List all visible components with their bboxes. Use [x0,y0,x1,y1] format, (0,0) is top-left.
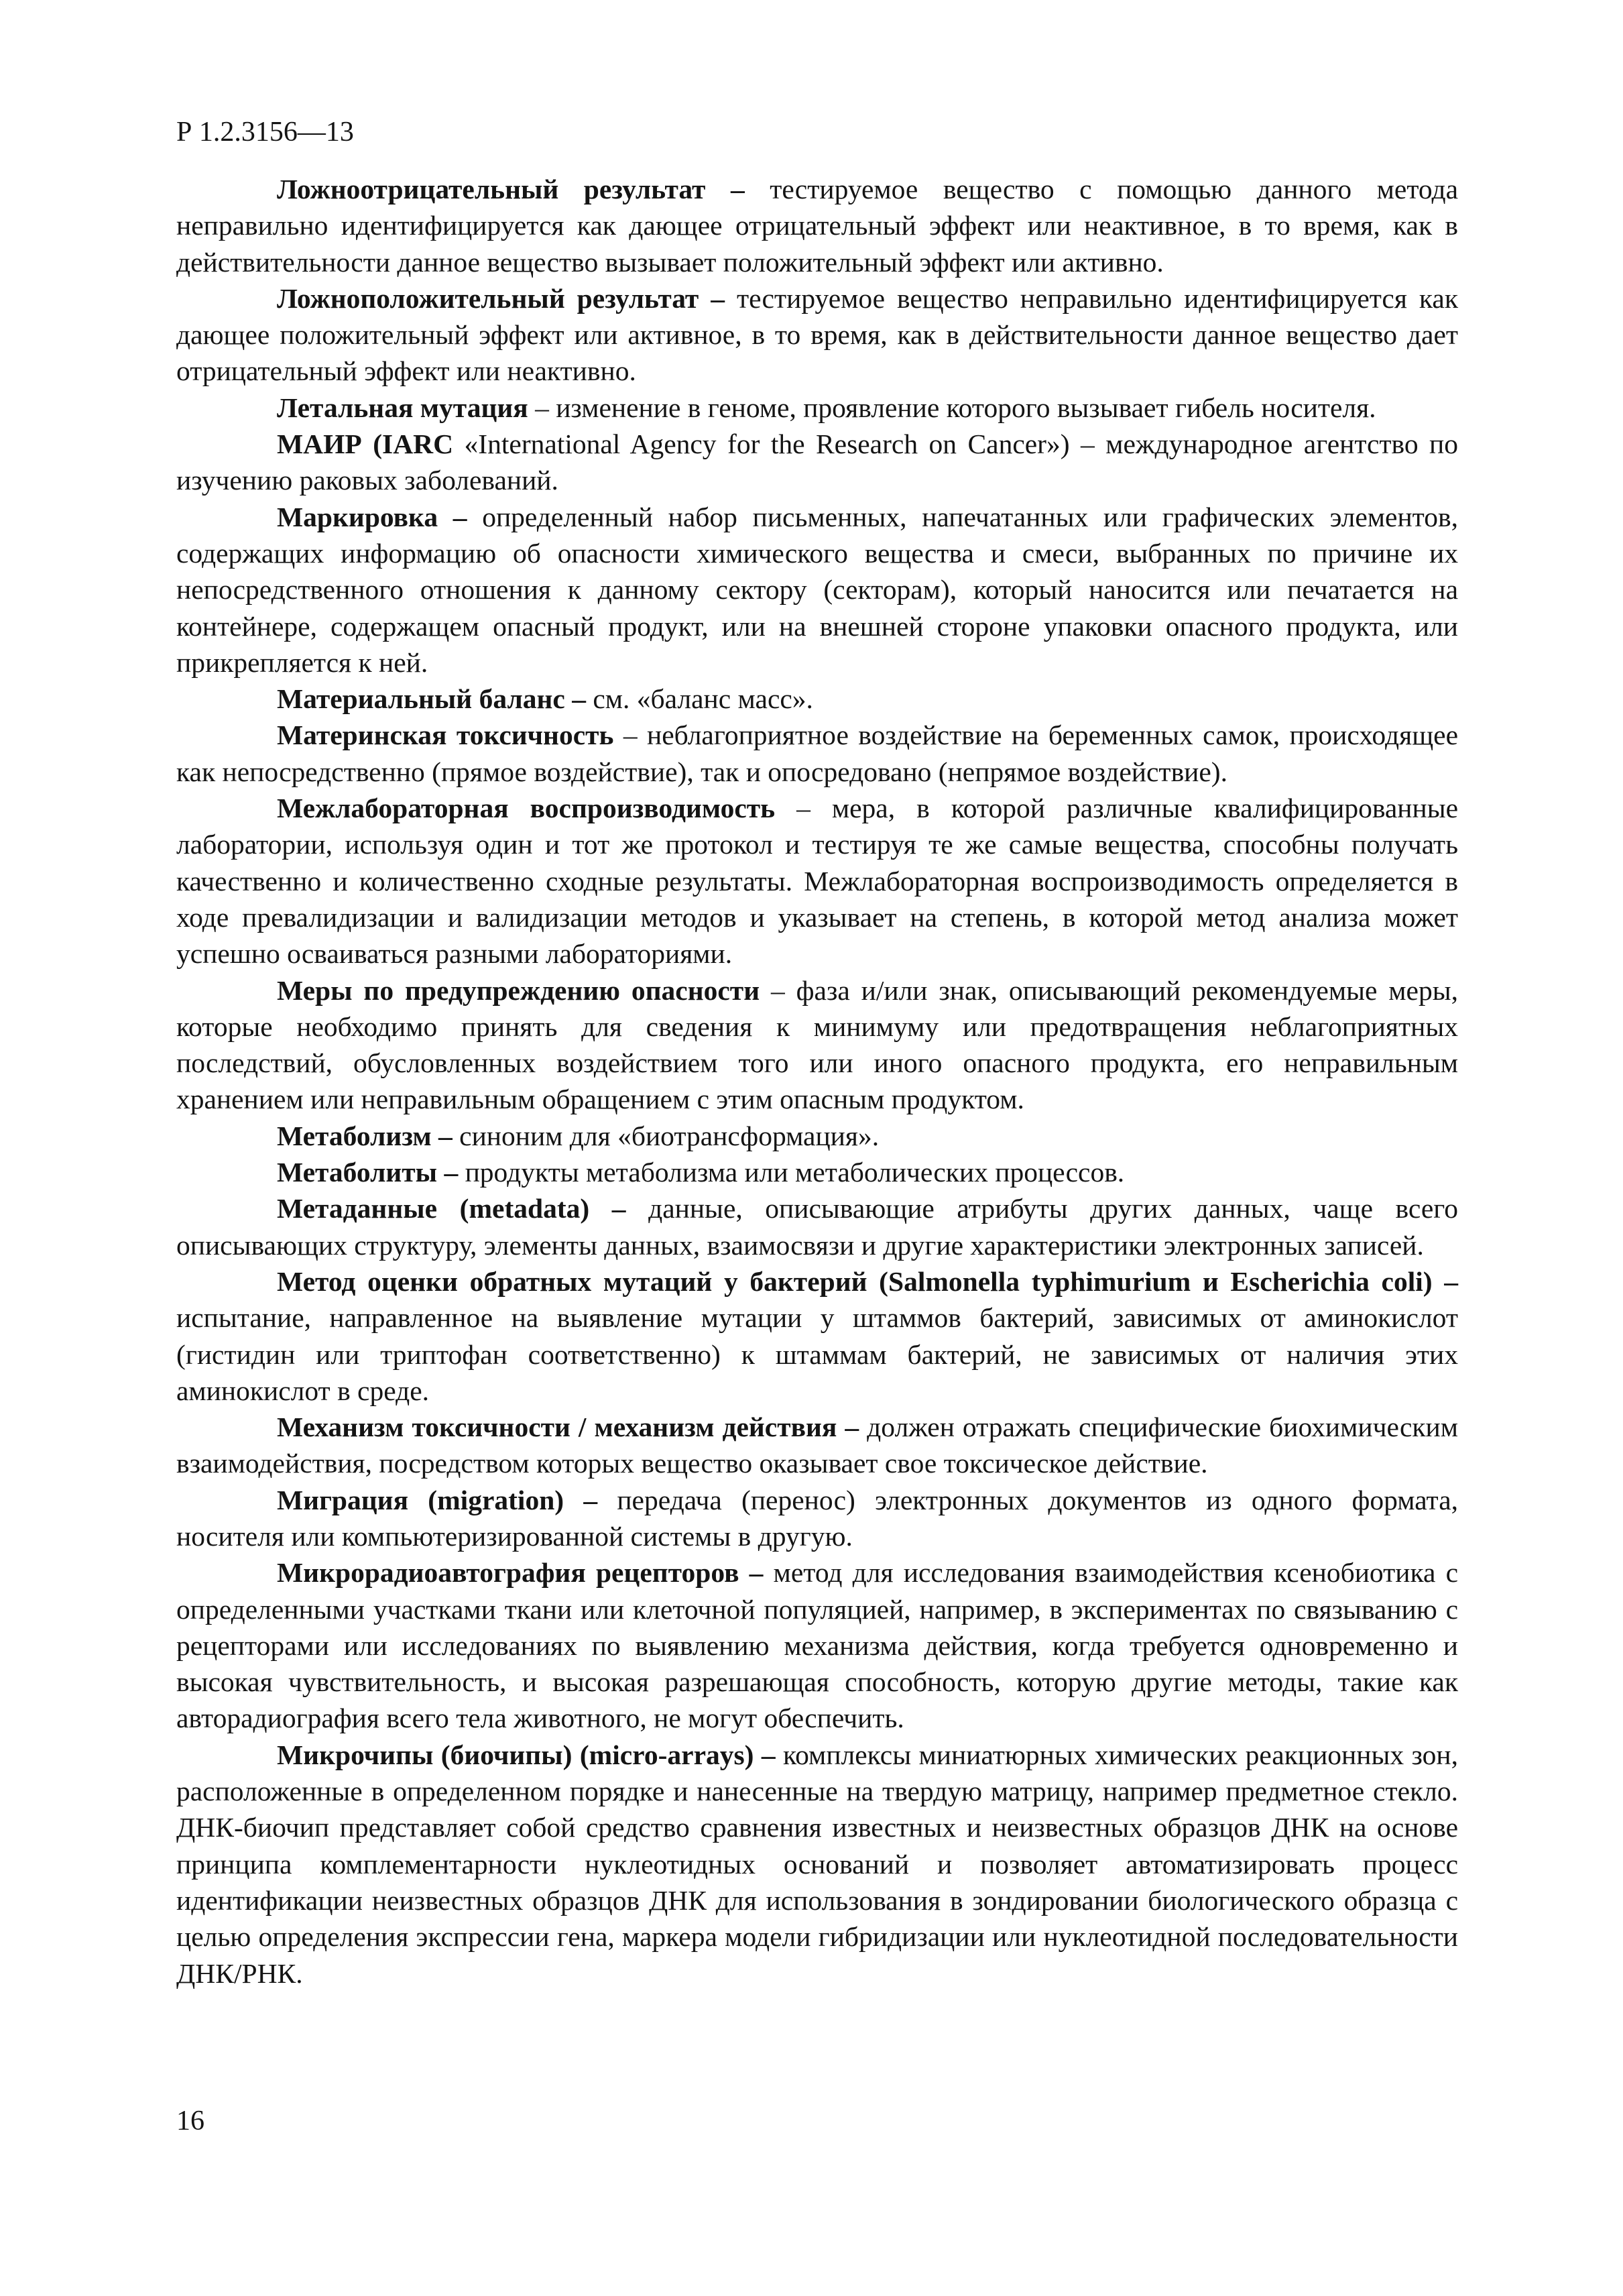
entry-definition: тестируемое вещество неправильно идентифицируется как дающее положительный эффект или активное, в то время, как в действительности данное вещество дает отрицательный эффект или неактивно. [176,282,1458,387]
glossary-entry [176,1154,1458,1190]
glossary-entry [176,1263,1458,1409]
entry-definition: тестируемое вещество с помощью данного метода неправильно идентифицируется как дающее отрицательный эффект или неактивное, в то время, как в действительности данное вещество вызывает положительный эффект или активно. [176,174,1458,278]
glossary-entry [176,1118,1458,1154]
glossary-entry [176,1554,1458,1736]
entry-definition: комплексы миниатюрных химических реакционных зон, расположенные в определенном порядке и нанесенные на твердую матрицу, например предметное стекло. ДНК-биочип представляет собой средство сравнения известных и неизвестных образцов ДНК на основе принципа комплементарности нуклеотидных оснований и позволяет автоматизировать процесс идентификации неизвестных образцов ДНК для использования в зондировании биологического образца с целью определения экспрессии гена, маркера модели гибридизации или нуклеотидной последовательности ДНК/РНК. [176,1739,1458,1989]
glossary-entry [176,499,1458,681]
entry-definition: продукты метаболизма или метаболических процессов. [458,1157,1125,1188]
entry-term: Микрочипы (биочипы) (micro-arrays) – [277,1739,776,1770]
entry-term: Ложноположительный результат – [277,282,725,314]
entry-definition: данные, описывающие атрибуты других данных, чаще всего описывающих структуру, элементы данных, взаимосвязи и другие характеристики электронных записей. [176,1193,1458,1261]
entry-term: Ложноотрицательный результат – [277,174,745,205]
entry-term: Материальный баланс – [277,683,586,715]
entry-definition: – неблагоприятное воздействие на беременных самок, происходящее как непосредственно (прямое воздействие), так и опосредовано (непрямое воздействие). [176,720,1458,787]
entry-term: Метаданные (metadata) – [277,1193,626,1224]
glossary-entry [176,1409,1458,1482]
glossary-entry [176,1737,1458,1992]
entry-definition: «International Agency for the Research on Cancer») – международное агентство по изучению раковых заболеваний. [176,428,1458,496]
entry-definition: – мера, в которой различные квалифицированные лаборатории, используя один и тот же протокол и тестируя те же самые вещества, способны получать качественно и количественно сходные результаты. Межлабораторная воспроизводимость определяется в ходе превалидизации и валидизации методов и указывает на степень, в которой метод анализа может успешно осваиваться разными лабораториями. [176,793,1459,970]
entry-definition: передача (перенос) электронных документов из одного формата, носителя или компьютеризированной системы в другую. [176,1484,1458,1552]
entry-definition: метод для исследования взаимодействия ксенобиотика с определенными участками ткани или клеточной популяцией, например, в экспериментах по связыванию с рецепторами или исследованиях по выявлению механизма действия, когда требуется одновременно и высокая чувствительность, и высокая разрешающая способность, которую другие методы, такие как авторадиография всего тела животного, не могут обеспечить. [176,1557,1458,1734]
entry-definition: определенный набор письменных, напечатанных или графических элементов, содержащих информацию об опасности химического вещества и смеси, выбранных по причине их непосредственного отношения к данному сектору (секторам), который наносится или печатается на контейнере, содержащем опасный продукт, или на внешней стороне упаковки опасного продукта, или прикрепляется к ней. [176,501,1458,678]
entry-definition: см. «баланс масс». [585,683,813,715]
glossary-entry [176,390,1458,426]
entry-term: Материнская токсичность [277,720,614,751]
entry-term: Миграция (migration) – [277,1484,598,1515]
entry-term: Микрорадиоавтография рецепторов – [277,1557,764,1589]
glossary-entry [176,426,1458,499]
glossary-entry [176,280,1458,390]
entry-term: Летальная мутация [277,392,528,423]
glossary-entry [176,717,1458,790]
entry-term: Меры по предупреждению опасности [277,974,760,1006]
entry-definition: – фаза и/или знак, описывающий рекомендуемые меры, которые необходимо принять для сведения к минимуму или предотвращения неблагоприятных последствий, обусловленных воздействием того или иного опасного продукта, его неправильным хранением или неправильным обращением с этим опасным продуктом. [176,974,1458,1115]
entry-term: МАИР (IARC [277,428,454,460]
glossary-body [176,171,1458,1992]
entry-definition: – изменение в геноме, проявление которого вызывает гибель носителя. [528,392,1376,423]
glossary-entry [176,790,1458,972]
page-number: 16 [176,2106,204,2136]
entry-term: Метаболизм – [277,1120,453,1151]
entry-term: Механизм токсичности / механизм действия – [277,1412,859,1443]
glossary-entry [176,1190,1458,1263]
document-code: Р 1.2.3156—13 [176,117,354,148]
glossary-entry [176,1482,1458,1555]
entry-definition: испытание, направленное на выявление мутации у штаммов бактерий, зависимых от аминокислот (гистидин или триптофан соответственно) к штаммам бактерий, не зависимых от наличия этих аминокислот в среде. [176,1302,1458,1406]
glossary-entry [176,681,1458,717]
glossary-entry [176,171,1458,280]
entry-definition: должен отражать специфические биохимическим взаимодействия, посредством которых вещество оказывает свое токсическое действие. [176,1412,1458,1479]
entry-term: Метод оценки обратных мутаций у бактерий (Salmonella typhimurium и Escherichia coli) – [277,1265,1458,1297]
entry-definition: синоним для «биотрансформация». [452,1120,880,1151]
entry-term: Метаболиты – [277,1157,459,1188]
entry-term: Маркировка – [277,501,467,532]
entry-term: Межлабораторная воспроизводимость [277,793,776,824]
glossary-entry [176,972,1458,1118]
